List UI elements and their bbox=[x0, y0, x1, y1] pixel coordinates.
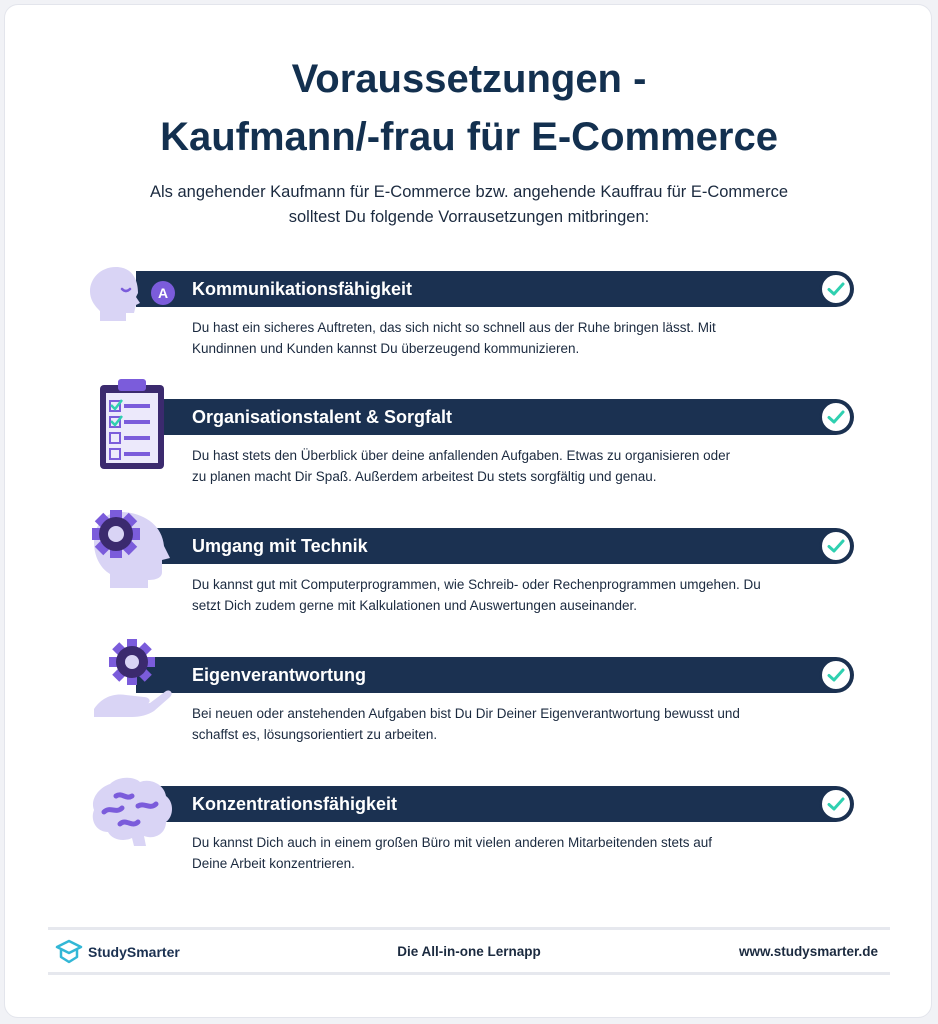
requirement-description: Du hast stets den Überblick über deine anfallenden Aufgaben. Etwas zu organisieren oder zu planen macht Dir Spaß. Außerdem arbeitest Du stets sorgfältig und genau. bbox=[192, 448, 731, 484]
intro-text: Als angehender Kaufmann für E-Commerce bzw. angehende Kauffrau für E-Commerce solltest Du folgende Vorrausetzungen mitbringen: bbox=[149, 183, 789, 226]
requirement-title: Kommunikationsfähigkeit bbox=[192, 279, 413, 299]
requirement-description: Du kannst gut mit Computerprogrammen, wie Schreib- oder Rechenprogrammen umgehen. Du setzt Dich zudem gerne mit Kalkulationen und Auswertungen auseinander. bbox=[192, 577, 761, 613]
check-icon bbox=[819, 787, 853, 821]
brand-name: StudySmarter bbox=[88, 944, 180, 960]
requirement-item bbox=[0, 528, 938, 638]
page-title: Voraussetzungen - Kaufmann/-frau für E-Commerce bbox=[160, 57, 778, 159]
brain-icon bbox=[90, 776, 174, 848]
requirement-description: Du kannst Dich auch in einem großen Büro mit vielen anderen Mitarbeitenden stets auf Deine Arbeit konzentrieren. bbox=[192, 835, 713, 871]
requirement-item bbox=[0, 786, 938, 896]
requirement-item bbox=[0, 271, 938, 381]
footer-divider bbox=[48, 927, 890, 930]
requirement-description: Du hast ein sicheres Auftreten, das sich nicht so schnell aus der Ruhe bringen lässt. Mit Kundinnen und Kunden kannst Du überzeugend kommunizieren. bbox=[192, 320, 716, 356]
clipboard-checklist-icon bbox=[98, 379, 166, 471]
footer-url[interactable]: www.studysmarter.de bbox=[738, 944, 878, 959]
requirement-title: Organisationstalent & Sorgfalt bbox=[192, 407, 453, 427]
icon-letter: A bbox=[157, 285, 169, 301]
requirement-item bbox=[0, 657, 938, 767]
hand-gear-icon bbox=[92, 637, 174, 719]
check-icon bbox=[819, 658, 853, 692]
requirement-title: Konzentrationsfähigkeit bbox=[192, 794, 398, 814]
footer-tagline: Die All-in-one Lernapp bbox=[397, 944, 541, 959]
footer-divider bbox=[48, 972, 890, 975]
head-gear-icon bbox=[90, 508, 170, 590]
check-icon bbox=[819, 272, 853, 306]
requirement-description: Bei neuen oder anstehenden Aufgaben bist Du Dir Deiner Eigenverantwortung bewusst und schaffst es, lösungsorientiert zu arbeiten. bbox=[192, 706, 740, 742]
requirement-title: Eigenverantwortung bbox=[192, 665, 367, 685]
speaking-head-icon bbox=[86, 263, 181, 325]
check-icon bbox=[819, 400, 853, 434]
check-icon bbox=[819, 529, 853, 563]
requirement-title: Umgang mit Technik bbox=[192, 536, 368, 556]
requirement-item bbox=[0, 399, 938, 509]
